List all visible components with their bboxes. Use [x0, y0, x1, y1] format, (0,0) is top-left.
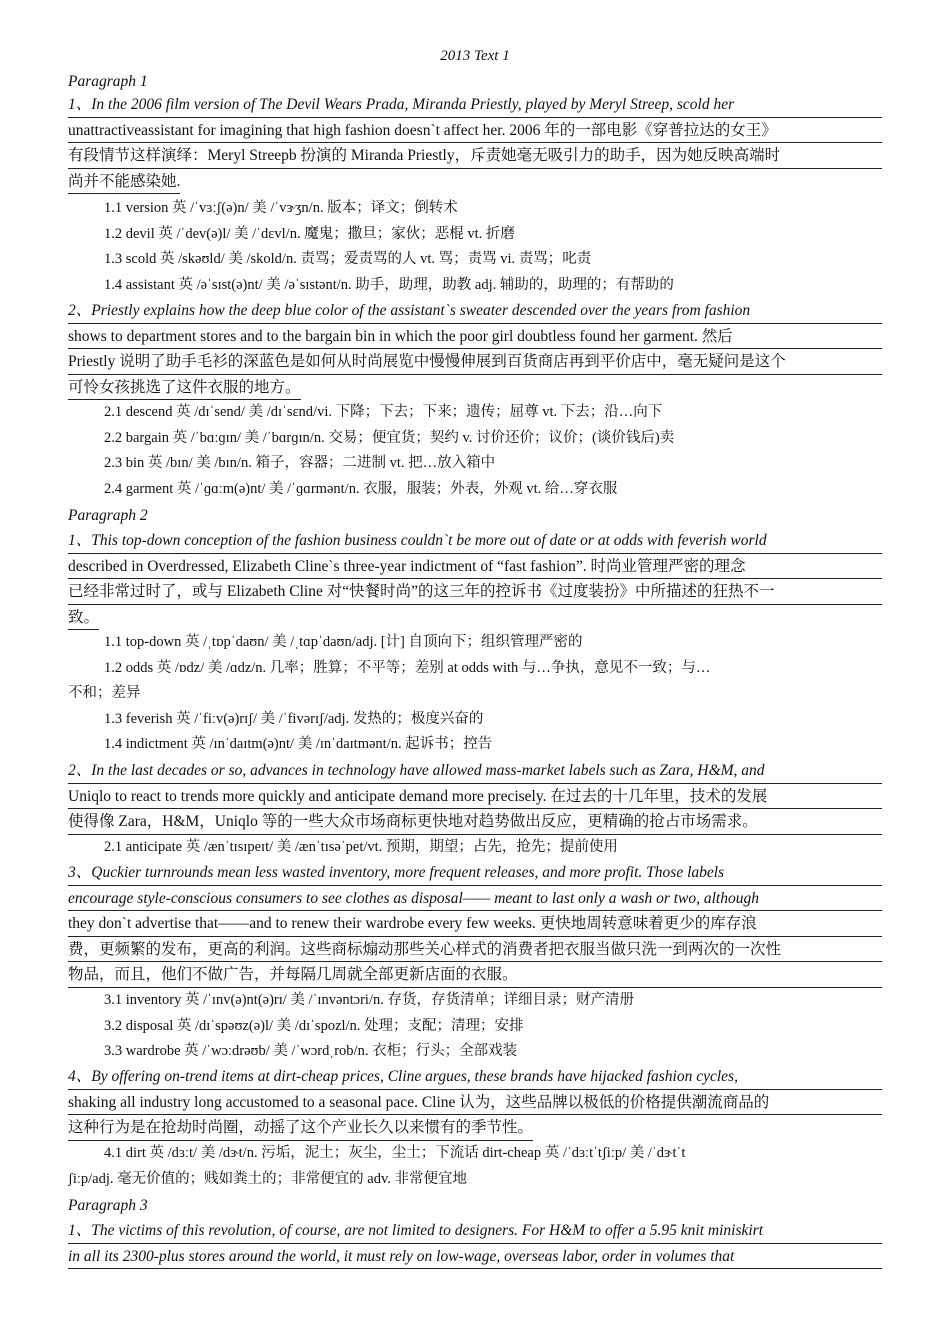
sentence-line: 2、In the last decades or so, advances in technology have allowed mass-market labels such as Zara, H&M, and: [68, 758, 882, 784]
p2-vocab-list-2: [68, 835, 882, 861]
vocab-item-continuation: ʃiːp/adj. 毫无价值的；贱如粪土的；非常便宜的 adv. 非常便宜地: [68, 1170, 467, 1187]
sentence-line: shaking all industry long accustomed to a seasonal pace. Cline 认为，这些品牌以极低的价格提供潮流商品的: [68, 1090, 882, 1116]
sentence-line: 3、Quckier turnrounds mean less wasted inventory, more frequent releases, and more profit. Those labels: [68, 860, 882, 886]
sentence-line: 费，更频繁的发布，更高的利润。这些商标煽动那些关心样式的消费者把衣服当做只洗一到两次的一次性: [68, 937, 882, 963]
sentence-line: described in Overdressed, Elizabeth Cline`s three-year indictment of “fast fashion”. 时尚业管理严密的理念: [68, 554, 882, 580]
vocab-item: 4.1 dirt 英 /dɜːt/ 美 /dɝt/n. 污垢，泥土；灰尘，尘土；下流话 dirt-cheap 英 /ˈdɜːtˈtʃiːp/ 美 /ˈdɝtˈt: [104, 1145, 686, 1161]
document-title: 2013 Text 1: [440, 48, 510, 64]
vocab-item: 1.4 assistant 英 /əˈsɪst(ə)nt/ 美 /əˈsɪstənt/n. 助手，助理，助教 adj. 辅助的，助理的；有帮助的: [104, 276, 674, 293]
sentence-line: encourage style-conscious consumers to see clothes as disposal—— meant to last only a wash or two, although: [68, 886, 882, 912]
sentence-line: 这种行为是在抢劫时尚圈，动摇了这个产业长久以来惯有的季节性。: [68, 1115, 533, 1141]
p2-sentence-4: [68, 1064, 882, 1149]
vocab-item: 1.3 feverish 英 /ˈfiːv(ə)rɪʃ/ 美 /ˈfivərɪʃ/adj. 发热的；极度兴奋的: [104, 710, 484, 727]
paragraph-2-heading: Paragraph 2: [68, 507, 148, 524]
paragraph-3-heading: Paragraph 3: [68, 1197, 148, 1214]
vocab-item: 2.2 bargain 英 /ˈbɑːɡɪn/ 美 /ˈbɑrɡɪn/n. 交易；便宜货；契约 v. 讨价还价；议价；(谈价钱后)卖: [104, 429, 675, 446]
vocab-item: 1.2 odds 英 /ɒdz/ 美 /ɑdz/n. 几率；胜算；不平等；差别 at odds with 与…争执，意见不一致；与…: [104, 659, 711, 676]
p3-sentence-1: [68, 1218, 882, 1269]
vocab-item: 1.3 scold 英 /skəʊld/ 美 /skold/n. 责骂；爱责骂的人 vt. 骂；责骂 vi. 责骂；叱责: [104, 251, 592, 268]
paragraph-1-heading: Paragraph 1: [68, 73, 148, 90]
vocab-item: 3.2 disposal 英 /dɪˈspəʊz(ə)l/ 美 /dɪˈspozl/n. 处理；支配；清理；安排: [104, 1017, 524, 1034]
sentence-line: 有段情节这样演绎：Meryl Streepb 扮演的 Miranda Priestly，斥责她毫无吸引力的助手，因为她反映高端时: [68, 143, 882, 169]
vocab-item: 1.1 version 英 /ˈvɜːʃ(ə)n/ 美 /ˈvɝʒn/n. 版本；译文；倒转术: [104, 200, 458, 216]
sentence-line: 物品，而且，他们不做广告，并每隔几周就全部更新店面的衣服。: [68, 962, 882, 988]
vocab-item: 2.3 bin 英 /bɪn/ 美 /bɪn/n. 箱子，容器；二进制 vt. 把…放入箱中: [104, 455, 496, 472]
sentence-line: Priestly 说明了助手毛衫的深蓝色是如何从时尚展览中慢慢伸展到百货商店再到平价店中，毫无疑问是这个: [68, 349, 882, 375]
sentence-line: 1、The victims of this revolution, of course, are not limited to designers. For H&M to offer a 5.95 knit miniskirt: [68, 1218, 882, 1244]
p1-sentence-2: [68, 298, 882, 409]
sentence-line: 使得像 Zara，H&M，Uniqlo 等的一些大众市场商标更快地对趋势做出反应，更精确的抢占市场需求。: [68, 809, 882, 835]
p2-sentence-3: [68, 860, 882, 988]
p2-vocab-list-1: [68, 630, 882, 758]
sentence-line: shows to department stores and to the bargain bin in which the poor girl doubtless found her garment. 然后: [68, 324, 882, 350]
sentence-line: unattractiveassistant for imagining that high fashion doesn`t affect her. 2006 年的一部电影《穿普拉达的女王》: [68, 118, 882, 144]
p2-sentence-2: [68, 758, 882, 835]
vocab-item: 1.2 devil 英 /ˈdev(ə)l/ 美 /ˈdɛvl/n. 魔鬼；撒旦；家伙；恶棍 vt. 折磨: [104, 225, 515, 242]
vocab-item: 3.3 wardrobe 英 /ˈwɔːdrəʊb/ 美 /ˈwɔrdˌrob/n. 衣柜；行头；全部戏装: [104, 1043, 518, 1060]
p2-sentence-1: [68, 528, 882, 639]
vocab-item: 1.1 top-down 英 /ˌtɒpˈdaʊn/ 美 /ˌtɑpˈdaʊn/adj. [计] 自顶向下；组织管理严密的: [104, 634, 583, 650]
sentence-line: Uniqlo to react to trends more quickly and anticipate demand more precisely. 在过去的十几年里，技术的发展: [68, 784, 882, 810]
sentence-line: 已经非常过时了，或与 Elizabeth Cline 对“快餐时尚”的这三年的控诉书《过度装扮》中所描述的狂热不一: [68, 579, 882, 605]
sentence-line: 1、In the 2006 film version of The Devil Wears Prada, Miranda Priestly, played by Meryl Streep, scold her: [68, 92, 882, 118]
sentence-line: in all its 2300-plus stores around the world, it must rely on low-wage, overseas labor, order in volumes that: [68, 1244, 882, 1270]
vocab-item-continuation: 不和；差异: [68, 685, 141, 702]
p1-sentence-1: [68, 92, 882, 203]
sentence-line: 2、Priestly explains how the deep blue color of the assistant`s sweater descended over the years from fashion: [68, 298, 882, 324]
vocab-item: 2.1 anticipate 英 /ænˈtɪsɪpeɪt/ 美 /ænˈtɪsəˈpet/vt. 预期，期望；占先，抢先；提前使用: [104, 839, 618, 855]
p2-vocab-list-3: [68, 988, 882, 1065]
sentence-line: 1、This top-down conception of the fashion business couldn`t be more out of date or at odds with feverish world: [68, 528, 882, 554]
sentence-line: 尚并不能感染她.: [68, 169, 180, 195]
sentence-line: 致。: [68, 605, 99, 631]
sentence-line: 可怜女孩挑选了这件衣服的地方。: [68, 375, 301, 401]
sentence-line: they don`t advertise that——and to renew their wardrobe every few weeks. 更快地周转意味着更少的库存浪: [68, 911, 882, 937]
vocab-item: 2.4 garment 英 /ˈɡɑːm(ə)nt/ 美 /ˈɡɑrmənt/n. 衣服，服装；外表，外观 vt. 给…穿衣服: [104, 480, 618, 497]
vocab-item: 2.1 descend 英 /dɪˈsend/ 美 /dɪˈsɛnd/vi. 下降；下去；下来；遗传；屈尊 vt. 下去；沿…向下: [104, 404, 663, 420]
vocab-item: 1.4 indictment 英 /ɪnˈdaɪtm(ə)nt/ 美 /ɪnˈdaɪtmənt/n. 起诉书；控告: [104, 736, 493, 753]
p1-vocab-list: [68, 196, 882, 298]
p2-vocab-list-4: [68, 1141, 882, 1192]
sentence-line: 4、By offering on-trend items at dirt-cheap prices, Cline argues, these brands have hijacked fashion cycles,: [68, 1064, 882, 1090]
p1-vocab-list-2: [68, 400, 882, 502]
vocab-item: 3.1 inventory 英 /ˈɪnv(ə)nt(ə)rɪ/ 美 /ˈɪnvəntɔri/n. 存货，存货清单；详细目录；财产清册: [104, 992, 634, 1008]
